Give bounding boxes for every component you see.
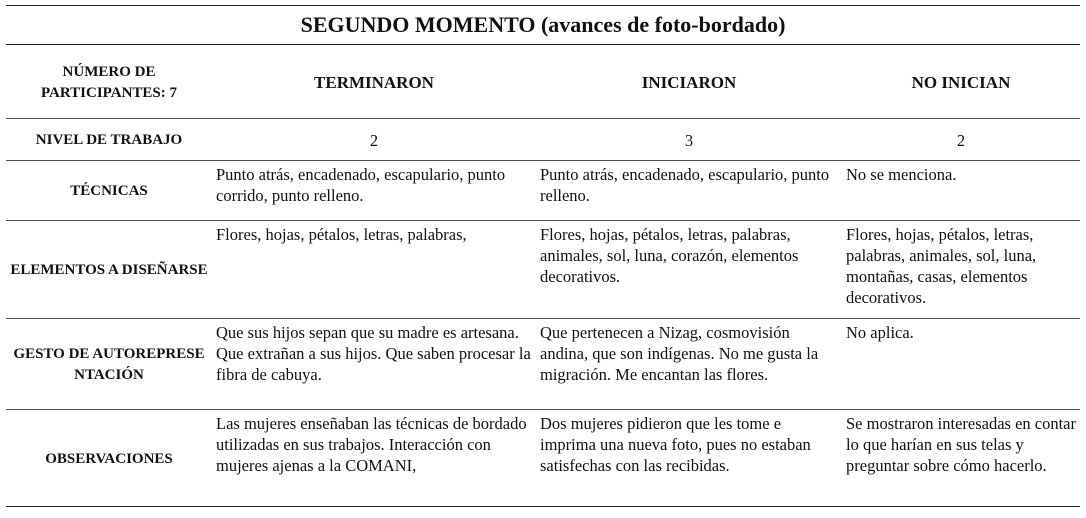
row-label: ELEMENTOS A DISEÑARSE: [10, 262, 208, 278]
table-row-observaciones: [6, 410, 1080, 507]
table-cell: Que pertenecen a Nizag, cosmovisión andina, que son indígenas. No me gusta la migración. Me encantan las flores.: [540, 323, 819, 384]
table-cell: 2: [956, 131, 966, 150]
row-label: OBSERVACIONES: [45, 450, 173, 467]
table-title: SEGUNDO MOMENTO (avances de foto-bordado): [6, 6, 1080, 45]
column-header-terminaron: TERMINARON: [314, 73, 434, 92]
table-cell: Flores, hojas, pétalos, letras, palabras,: [216, 225, 467, 244]
table-cell: 3: [684, 131, 694, 150]
column-header-no-inician: NO INICIAN: [911, 73, 1011, 92]
table-cell: No aplica.: [846, 323, 914, 342]
table-cell: Punto atrás, encadenado, escapulario, punto corrido, punto relleno.: [216, 165, 506, 205]
table-row-elementos: [6, 221, 1080, 319]
results-table: [6, 5, 1080, 507]
table-cell: Flores, hojas, pétalos, letras, palabras, animales, sol, luna, montañas, casas, elementos decorativos.: [846, 225, 1037, 307]
table-cell: Punto atrás, encadenado, escapulario, punto relleno.: [540, 165, 830, 205]
table-cell: Las mujeres enseñaban las técnicas de bordado utilizadas en sus trabajos. Interacción con mujeres ajenas a la COMANI,: [216, 414, 527, 475]
table-row-gesto: [6, 319, 1080, 410]
table-row-tecnicas: [6, 161, 1080, 221]
table-cell: Que sus hijos sepan que su madre es artesana. Que extrañan a sus hijos. Que saben procesar la fibra de cabuya.: [216, 323, 531, 384]
row-label: NIVEL DE TRABAJO: [35, 132, 183, 148]
header-row: [6, 45, 1080, 119]
table-row-nivel: [6, 119, 1080, 161]
table-cell: Se mostraron interesadas en contar lo que harían en sus telas y preguntar sobre cómo hacerlo.: [846, 414, 1077, 475]
table-cell: No se menciona.: [846, 165, 957, 184]
table-cell: Dos mujeres pidieron que les tome e imprima una nueva foto, pues no estaban satisfechas con las recibidas.: [540, 414, 811, 475]
table-cell: Flores, hojas, pétalos, letras, palabras, animales, sol, luna, corazón, elementos decorativos.: [540, 225, 799, 286]
column-header-iniciaron: INICIARON: [641, 73, 737, 92]
table-cell: 2: [369, 131, 379, 150]
title-row: [6, 6, 1080, 45]
row-label: TÉCNICAS: [70, 183, 148, 199]
participants-label: NÚMERO DE PARTICIPANTES: 7: [40, 63, 177, 101]
row-label: GESTO DE AUTOREPRESENTACIÓN: [13, 346, 205, 383]
